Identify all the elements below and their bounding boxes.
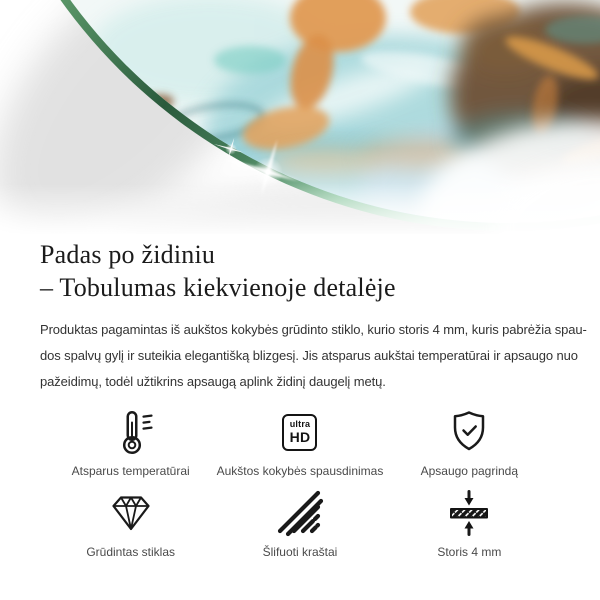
thickness-icon	[445, 489, 493, 537]
feature-label: Atsparus temperatūrai	[71, 464, 190, 478]
page-title-line1: Padas po židiniu	[40, 240, 216, 269]
description-line: pažeidimų, todėl užtikrins apsaugą aplink židinį daugelį metų.	[40, 374, 386, 389]
thermometer-icon	[107, 408, 155, 456]
page-title-line2: – Tobulumas kiekvienoje detalėje	[40, 273, 396, 302]
product-description	[40, 317, 587, 395]
description-line: Produktas pagamintas iš aukštos kokybės grūdinto stiklo, kurio storis 4 mm, kuris pabrėžia spau-	[40, 322, 587, 337]
description-line: dos spalvų gylį ir suteikia elegantišką blizgesį. Jis atsparus aukštai temperatūrai ir apsaugo nuo	[40, 348, 578, 363]
feature-protects-base	[385, 408, 554, 479]
ultra-hd-icon	[282, 408, 317, 456]
feature-label: Šlifuoti kraštai	[262, 545, 338, 559]
glass-pad-photo	[0, 0, 600, 234]
shield-check-icon	[445, 408, 493, 456]
polished-edges-icon	[276, 489, 324, 537]
feature-polished-edges	[215, 489, 384, 560]
feature-thickness	[385, 489, 554, 560]
ultra-hd-icon-text-top: ultra	[289, 419, 311, 429]
product-info-section	[0, 238, 600, 560]
product-image	[0, 0, 600, 234]
feature-label: Storis 4 mm	[437, 545, 502, 559]
feature-hd-print	[215, 408, 384, 479]
feature-heat-resistant	[46, 408, 215, 479]
ultra-hd-icon-text-bottom: HD	[289, 429, 311, 445]
features-grid	[40, 408, 560, 560]
feature-tempered-glass	[46, 489, 215, 560]
page-title	[40, 238, 560, 304]
feature-label: Aukštos kokybės spausdinimas	[216, 464, 384, 478]
diamond-icon	[107, 489, 155, 537]
feature-label: Apsaugo pagrindą	[420, 464, 519, 478]
feature-label: Grūdintas stiklas	[86, 545, 176, 559]
